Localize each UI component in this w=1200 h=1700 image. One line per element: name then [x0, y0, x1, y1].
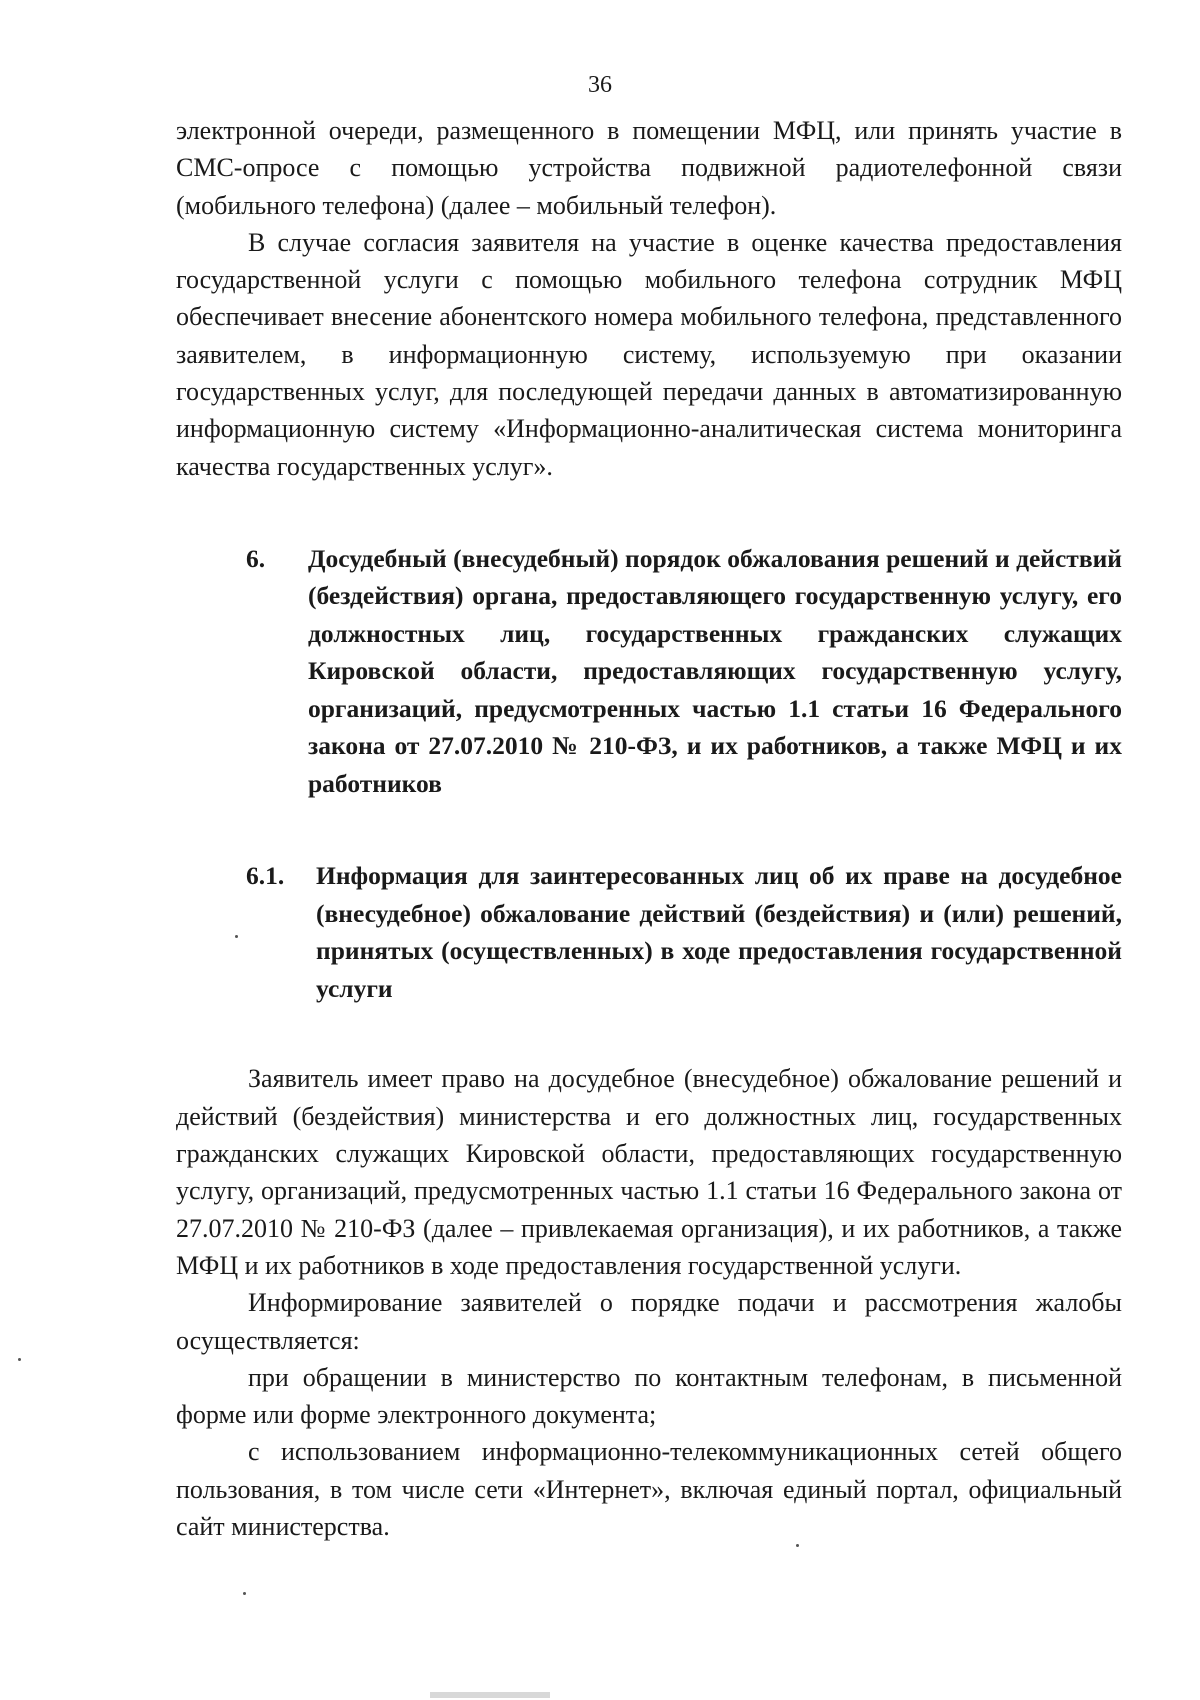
scan-speck	[18, 1358, 21, 1361]
section-heading-6	[246, 540, 1122, 803]
scan-speck	[235, 935, 238, 938]
section-title-6: Досудебный (внесудебный) порядок обжалования решений и действий (бездействия) органа, предоставляющего государственную услугу, его должностных лиц, государственных гражданских служащих Кировской области, предоставляющих государственную услугу, организаций, предусмотренных частью 1.1 статьи 16 Федерального закона от 27.07.2010 № 210-ФЗ, и их работников, а также МФЦ и их работников	[308, 543, 1122, 798]
paragraph-appeal-right: Заявитель имеет право на досудебное (внесудебное) обжалование решений и действий (бездействия) министерства и его должностных лиц, государственных гражданских служащих Кировской области, предоставляющих государственную услугу, организаций, предусмотренных частью 1.1 статьи 16 Федерального закона от 27.07.2010 № 210-ФЗ (далее – привлекаемая организация), и их работников, а также МФЦ и их работников в ходе предоставления государственной услуги.	[176, 1064, 1122, 1280]
paragraph-informing: Информирование заявителей о порядке подачи и рассмотрения жалобы осуществляется:	[176, 1288, 1122, 1355]
paragraph-sms-survey: В случае согласия заявителя на участие в оценке качества предоставления государственной услуги с помощью мобильного телефона сотрудник МФЦ обеспечивает внесение абонентского номера мобильного телефона, представленного заявителем, в информационную систему, используемую при оказании государственных услуг, для последующей передачи данных в автоматизированную информационную систему «Информационно-аналитическая система мониторинга качества государственных услуг».	[176, 227, 1122, 481]
paragraph-informing-phone: при обращении в министерство по контактным телефонам, в письменной форме или форме электронного документа;	[176, 1362, 1122, 1430]
paragraph-informing-internet: с использованием информационно-телекоммуникационных сетей общего пользования, в том числе сети «Интернет», включая единый портал, официальный сайт министерства.	[176, 1437, 1122, 1542]
document-body	[176, 112, 1122, 1545]
paragraph-continuation: электронной очереди, размещенного в помещении МФЦ, или принять участие в СМС-опросе с помощью устройства подвижной радиотелефонной связи (мобильного телефона) (далее – мобильный телефон).	[176, 116, 1122, 220]
section-number-6: 6.	[246, 543, 266, 573]
section-title-6-1: Информация для заинтересованных лиц об их праве на досудебное (внесудебное) обжалование действий (бездействия) и (или) решений, принятых (осуществленных) в ходе предоставления государственной услуги	[316, 861, 1122, 1003]
scan-speck	[243, 1592, 246, 1595]
page-number: 36	[588, 72, 612, 98]
scan-artifact	[430, 1692, 550, 1698]
section-heading-6-1	[246, 857, 1122, 1007]
section-number-6-1: 6.1.	[246, 861, 285, 891]
scan-speck	[796, 1544, 799, 1547]
